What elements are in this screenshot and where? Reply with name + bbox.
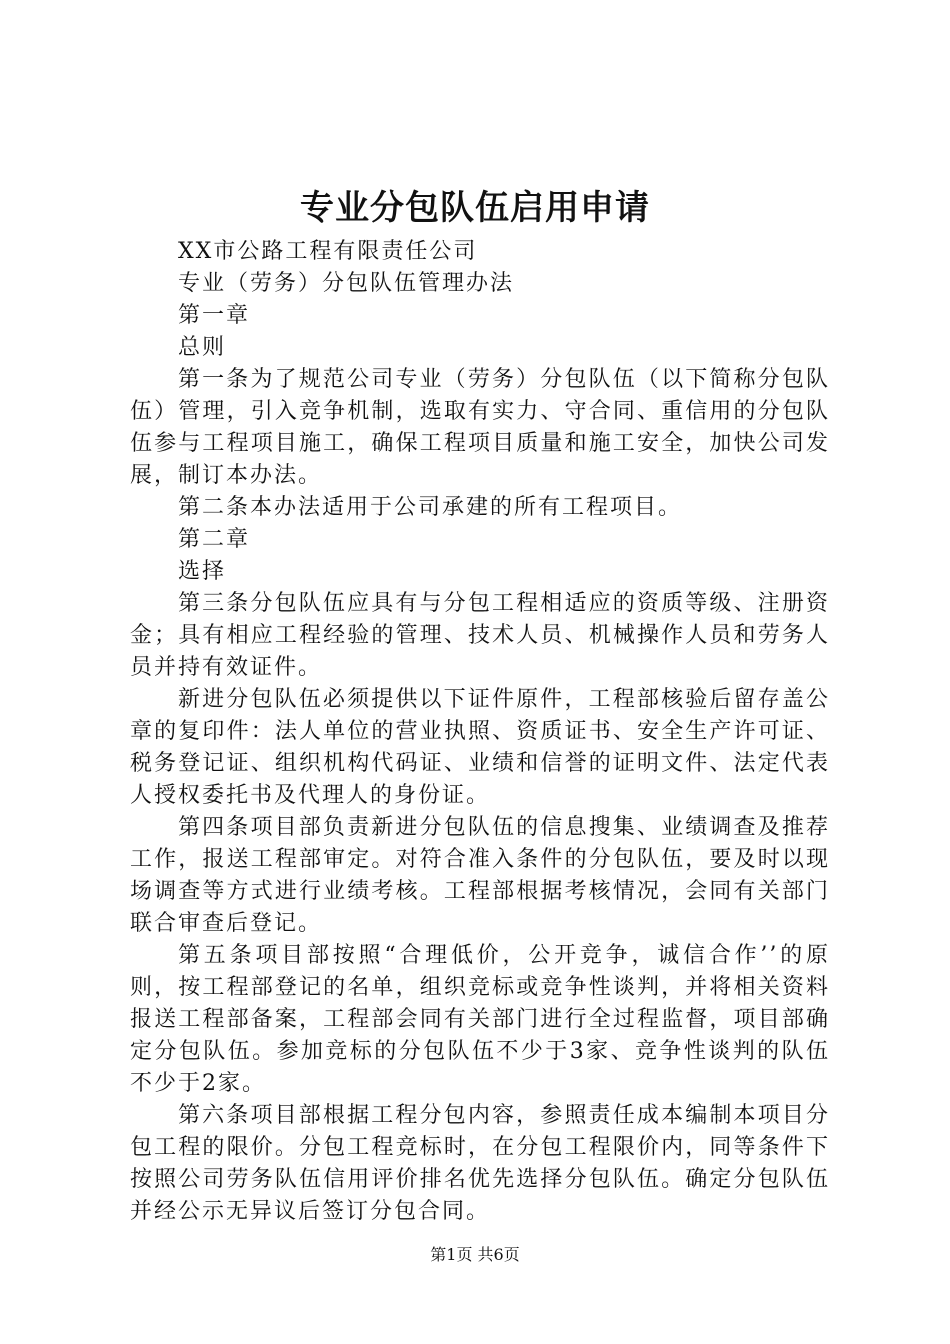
- article-four: 第四条项目部负责新进分包队伍的信息搜集、业绩调查及推荐工作，报送工程部审定。对符合准入条件的分包队伍，要及时以现场调查等方式进行业绩考核。工程部根据考核情况，会同有关部门联合审查后登记。: [130, 815, 830, 936]
- document-title: 专业分包队伍启用申请: [300, 188, 650, 228]
- page-footer: 第1页 共6页: [430, 1245, 520, 1264]
- chapter-one-title: 总则: [178, 335, 227, 360]
- documents-requirement: 新进分包队伍必须提供以下证件原件，工程部核验后留存盖公章的复印件：法人单位的营业执照、资质证书、安全生产许可证、税务登记证、组织机构代码证、业绩和信誉的证明文件、法定代表人授权委托书及代理人的身份证。: [130, 687, 830, 808]
- company-name: XX市公路工程有限责任公司: [178, 239, 478, 264]
- chapter-two-label: 第二章: [178, 527, 251, 552]
- regulation-title: 专业（劳务）分包队伍管理办法: [178, 271, 515, 296]
- article-two: 第二条本办法适用于公司承建的所有工程项目。: [178, 495, 683, 520]
- chapter-one-label: 第一章: [178, 303, 251, 328]
- document-body: [130, 236, 830, 1228]
- chapter-two-title: 选择: [178, 559, 227, 584]
- article-six: 第六条项目部根据工程分包内容，参照责任成本编制本项目分包工程的限价。分包工程竞标时，在分包工程限价内，同等条件下按照公司劳务队伍信用评价排名优先选择分包队伍。确定分包队伍并经公示无异议后签订分包合同。: [130, 1103, 830, 1224]
- article-one: 第一条为了规范公司专业（劳务）分包队伍（以下简称分包队伍）管理，引入竞争机制，选取有实力、守合同、重信用的分包队伍参与工程项目施工，确保工程项目质量和施工安全，加快公司发展，制订本办法。: [130, 367, 830, 488]
- article-five: 第五条项目部按照“合理低价，公开竞争，诚信合作’’的原则，按工程部登记的名单，组织竞标或竞争性谈判，并将相关资料报送工程部备案，工程部会同有关部门进行全过程监督，项目部确定分包队伍。参加竞标的分包队伍不少于3家、竞争性谈判的队伍不少于2家。: [130, 943, 830, 1096]
- article-three: 第三条分包队伍应具有与分包工程相适应的资质等级、注册资金；具有相应工程经验的管理、技术人员、机械操作人员和劳务人员并持有效证件。: [130, 591, 830, 680]
